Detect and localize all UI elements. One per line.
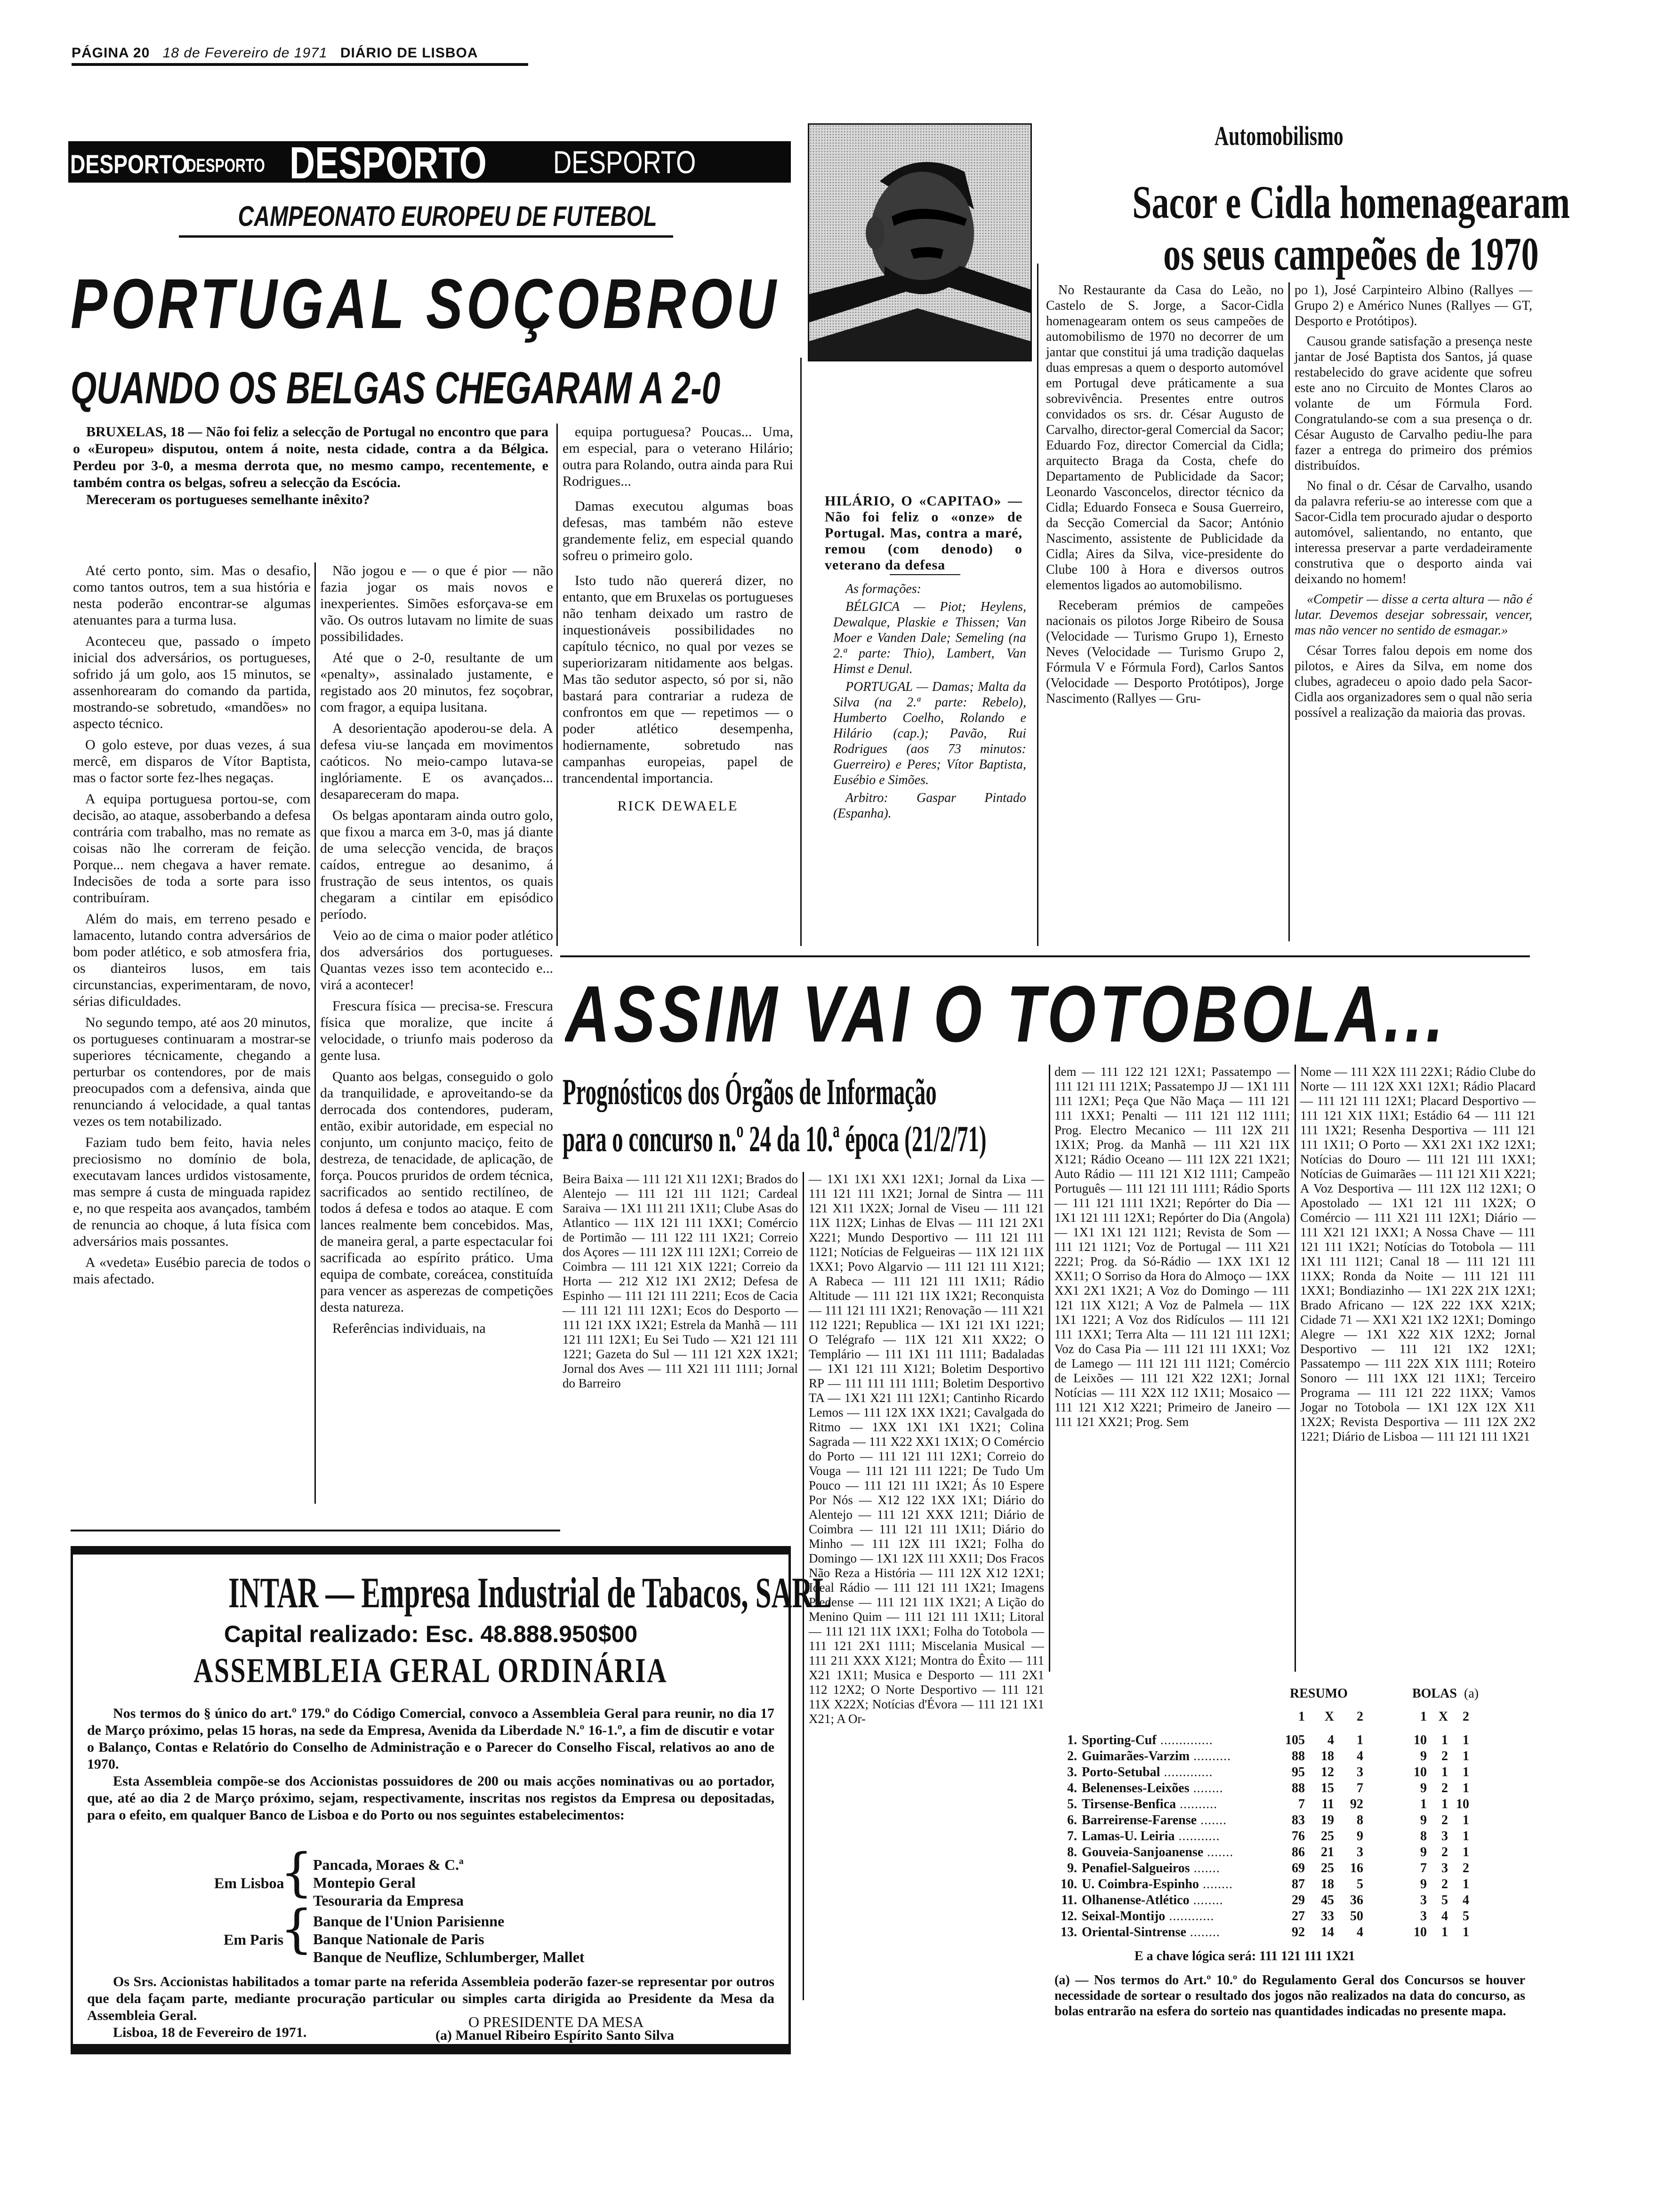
leader-dots: ........	[1189, 1781, 1223, 1795]
forecast-count: 25	[1321, 1829, 1334, 1843]
match-number: 11.	[1061, 1893, 1077, 1907]
photo-caption: HILÁRIO, O «CAPITAO» — Não foi feliz o «onze» de Portugal. Mas, contra a maré, remou (com denodo) o veterano da defesa	[825, 493, 1022, 573]
forecast-count: 14	[1321, 1925, 1334, 1940]
ball-count: 1	[1463, 1781, 1469, 1795]
forecast-count: 4	[1357, 1749, 1363, 1763]
forecast-count: 9	[1357, 1829, 1363, 1843]
column-divider	[800, 358, 802, 946]
ball-count: 2	[1441, 1813, 1448, 1827]
column-divider	[556, 424, 558, 946]
lineup-belgium: BÉLGICA — Piot; Heylens, Dewalque, Plaskie e Thissen; Van Moer e Vanden Dale; Semeling (na 2.ª parte: Thio), Lambert, Van Himst e Denul.	[833, 600, 1026, 676]
summary-grid	[1054, 1709, 1469, 1940]
match-cell	[1054, 1812, 1276, 1828]
paragraph: Receberam prémios de campeões nacionais os pilotos Jorge Ribeiro de Sousa (Velocidade — Turismo Grupo 1), Ernesto Neves (Velocidade — Turismo Grupo 2, Fórmula V e Fórmula Ford), Carlos Santos (Velocidade — Desporto Protótipos), Jorge Nascimento (Rallyes — Gru-	[1046, 598, 1284, 706]
column-divider	[1037, 264, 1038, 946]
ball-count: 1	[1463, 1845, 1469, 1859]
forecast-count: 8	[1357, 1813, 1363, 1827]
paragraph: Isto tudo não quererá dizer, no entanto, que em Bruxelas os portugueses não tenham deixado um rastro de inquestionáveis possibilidades no capítulo técnico, no qual por vezes se superiorizaram nitidamente aos belgas. Mas tão sedutor aspecto, só por si, não bastará para contrariar a rudeza de confrontos em que — repetimos — o poder atlético desempenha, hodiernamente, sobretudo nas campanhas europeias, papel de trancendental importancia.	[563, 573, 793, 786]
ball-count: 10	[1414, 1765, 1427, 1779]
leader-dots: .............	[1160, 1765, 1213, 1779]
forecast-count: 86	[1292, 1845, 1305, 1859]
paragraph: Quanto aos belgas, conseguido o golo da tranquilidade, e aproveitando-se da derrocada dos contendores, puderam, então, exibir autoridade, em especial no conjunto, um conjunto maciço, feito de destreza, de tenacidade, de aplicação, de força. Poucos pruridos de ordem técnica, sacrificados ao sentido rectilíneo, de todos á defesa e todos ao ataque. E com lances realmente bem concebidos. Mas, de maneira geral, a parte espectacular foi sacrificada ao espírito prático. Uma equipa de combate, coreácea, constituída para vencer as asperezas de competições desta natureza.	[320, 1069, 553, 1315]
match-name: Sporting-Cuf	[1082, 1733, 1157, 1747]
section-divider	[71, 1530, 560, 1531]
paragraph: Os belgas apontaram ainda outro golo, que fixou a marca em 3-0, mas já diante de uma selecção vencida, de braços caídos, entregue ao desanimo, á frustração de seus intentos, os quais chegaram a cintilar em episódico período.	[320, 808, 553, 922]
spacer	[1363, 1924, 1406, 1940]
subheadline-line	[563, 1068, 1043, 1115]
match-cell	[1054, 1748, 1276, 1764]
team-lineups	[833, 581, 1026, 824]
match-name: Lamas-U. Leiria	[1082, 1829, 1175, 1843]
leader-dots: ..........	[1190, 1749, 1231, 1763]
match-cell	[1054, 1780, 1276, 1796]
ball-count: 10	[1414, 1733, 1427, 1747]
forecast-count: 18	[1321, 1877, 1334, 1891]
forecast-count: 25	[1321, 1861, 1334, 1875]
summary-row	[1054, 1764, 1469, 1780]
ball-count: 5	[1441, 1893, 1448, 1907]
lineups-title: As formações:	[845, 582, 921, 596]
forecast-count: 69	[1292, 1861, 1305, 1875]
article-headline	[71, 264, 791, 348]
leader-dots: ..............	[1156, 1733, 1213, 1747]
ball-count: 9	[1420, 1813, 1427, 1827]
match-number: 8.	[1067, 1845, 1077, 1859]
match-cell	[1054, 1764, 1276, 1780]
ad-city-label: Em Paris	[224, 1931, 284, 1948]
forecast-count: 4	[1327, 1733, 1334, 1747]
forecast-count: 27	[1292, 1909, 1305, 1923]
match-cell	[1054, 1796, 1276, 1812]
paragraph: No segundo tempo, até aos 20 minutos, os portugueses continuaram a mostrar-se superiores técnicamente, chegando a perturbar os contendores, por de mais preocupados com a defensiva, ainda que renunciando á velocidade, a qual tantas vezes os tem notabilizado.	[73, 1015, 311, 1129]
paragraph: Damas executou algumas boas defesas, mas também não esteve grandemente feliz, em especial quando sofreu o primeiro golo.	[563, 498, 793, 563]
ball-count: 1	[1463, 1765, 1469, 1779]
article-column-3	[563, 424, 793, 814]
paragraph: po 1), José Carpinteiro Albino (Rallyes — Grupo 2) e Américo Nunes (Rallyes — GT, Desporto e Protótipos).	[1295, 283, 1532, 329]
ad-heading	[73, 1651, 788, 1691]
forecast-column-2: — 1X1 1X1 XX1 12X1; Jornal da Lixa — 111 121 111 1X21; Jornal de Sintra — 111 121 X11 1X2X; Jornal de Viseu — 111 121 11X 112X; Linhas de Elvas — 111 121 2X1 X221; Mundo Desportivo — 111 121 111 1121; Notícias de Felgueiras — 11X 121 11X 1XX1; Povo Algarvio — 111 121 111 X121; A Rabeca — 111 121 111 1X11; Rádio Altitude — 111 121 11X 1X21; Reconquista — 111 121 111 1X21; Renovação — 111 X21 112 1221; Republica — 1X1 121 1X1 1221; O Telégrafo — 11X 121 X11 XX22; O Templário — 111 1X1 111 1111; Badaladas — 1X1 121 111 X121; Boletim Desportivo RP — 111 111 111 1111; Boletim Desportivo TA — 1X1 X21 111 12X1; Cantinho Ricardo Lemos — 111 12X 1XX 1X21; Cavalgada do Ritmo — 1XX 1X1 1X1 1X21; Colina Sagrada — 111 X22 XX1 1X1X; O Comércio do Porto — 111 121 111 12X1; Correio do Vouga — 111 121 111 1221; De Tudo Um Pouco — 111 121 111 1X21; Ás 10 Espere Por Nós — X12 122 1XX 1X1; Diário do Alentejo — 111 121 XXX 1211; Diário de Coimbra — 111 121 111 1X11; Diário do Minho — 111 12X 111 1X21; Folha do Domingo — 1X1 12X 111 XX11; Dos Fracos Não Reza a História — 111 12X X12 12X1; Ideal Rádio — 111 121 111 1X21; Imagens Piedense — 111 121 11X 1X21; A Lição do Menino Quim — 111 121 111 1X11; Litoral — 111 121 11X 1XX1; Folha do Totobola — 111 121 2X1 1111; Miscelania Musical — 111 211 XXX X121; Montra do Êxito — 111 X21 1X11; Musica e Desporto — 111 2X1 112 12X2; O Norte Desportivo — 111 121 11X X22X; Notícias d'Évora — 111 121 1X1 X21; A Or-	[809, 1172, 1044, 1726]
ad-body	[87, 1705, 774, 1824]
ball-count: 3	[1420, 1893, 1427, 1907]
forecast-count: 4	[1357, 1925, 1363, 1940]
forecast-count: 18	[1321, 1749, 1334, 1763]
spacer	[1363, 1860, 1406, 1876]
match-name: Oriental-Sintrense	[1082, 1925, 1186, 1940]
paragraph: Até que o 2-0, resultante de um «penalty», assinalado justamente, e registado aos 20 minutos, fez soçobrar, com fragor, a equipa lusitana.	[320, 650, 553, 715]
match-number: 10.	[1061, 1877, 1077, 1891]
bank-name: Pancada, Moraes & C.ª	[313, 1856, 464, 1873]
match-cell	[1054, 1892, 1276, 1908]
match-number: 9.	[1067, 1861, 1077, 1875]
leader-dots: ........	[1186, 1925, 1220, 1940]
newspaper-name: DIÁRIO DE LISBOA	[340, 45, 478, 61]
ad-company-name-text: INTAR — Empresa Industrial de Tabacos, SARL	[228, 1569, 832, 1617]
ad-paragraph: Nos termos do § único do art.º 179.º do Código Comercial, convoco a Assembleia Geral para reunir, no dia 17 de Março próximo, pelas 15 horas, na sede da Empresa, Avenida da Liberdade N.º 16-1.º, a fim de discutir e votar o Balanço, Contas e Relatório do Conselho de Administração e o Parecer do Conselho Fiscal, relativos ao ano de 1970.	[87, 1706, 774, 1772]
summary-row	[1054, 1828, 1469, 1844]
leader-dots: ............	[1165, 1909, 1215, 1923]
forecast-count: 15	[1321, 1781, 1334, 1795]
auto-headline-text: os seus campeões de 1970	[1163, 228, 1539, 280]
summary-row	[1054, 1860, 1469, 1876]
article-subheadline	[71, 362, 791, 414]
summary-row	[1054, 1812, 1469, 1828]
forecast-count: 7	[1298, 1797, 1305, 1811]
page-number: PÁGINA 20	[72, 45, 150, 61]
forecast-count: 83	[1292, 1813, 1305, 1827]
balls-note: (a)	[1464, 1686, 1479, 1701]
ball-count: 9	[1420, 1781, 1427, 1795]
match-number: 1.	[1067, 1733, 1077, 1747]
article-column-1	[73, 562, 311, 1292]
article-kicker	[179, 200, 673, 238]
match-number: 7.	[1067, 1829, 1077, 1843]
match-name: Guimarães-Varzim	[1082, 1749, 1190, 1763]
paragraph: A «vedeta» Eusébio parecia de todos o mais afectado.	[73, 1255, 311, 1287]
forecast-count: 76	[1292, 1829, 1305, 1843]
ad-company-name	[73, 1568, 832, 1618]
ball-count: 3	[1441, 1829, 1448, 1843]
match-name: Barreirense-Farense	[1082, 1813, 1197, 1827]
match-cell	[1054, 1732, 1276, 1748]
summary-row	[1054, 1892, 1469, 1908]
summary-row	[1054, 1732, 1469, 1748]
auto-headline-text: Sacor e Cidla homenagearam	[1132, 176, 1570, 228]
page-date: 18 de Fevereiro de 1971	[162, 45, 328, 61]
forecast-count: 11	[1321, 1797, 1334, 1811]
totobola-headline-text: ASSIM VAI O TOTOBOLA...	[565, 970, 1447, 1059]
paragraph: Causou grande satisfação a presença neste jantar de José Baptista dos Santos, já quase restabelecido do grave acidente que sofreu este ano no Circuito de Montes Claros ao volante de um Fórmula Ford. Congratulando-se com a sua presença o dr. César Augusto de Carvalho pediu-lhe para fazer a entrega do primeiro dos prémios distribuídos.	[1295, 334, 1532, 473]
match-name: Penafiel-Salgueiros	[1082, 1861, 1190, 1875]
ad-signature: (a) Manuel Ribeiro Espírito Santo Silva	[435, 2028, 674, 2043]
spacer	[1363, 1908, 1406, 1924]
balls-title: BOLAS	[1412, 1686, 1457, 1701]
ball-count: 1	[1441, 1797, 1448, 1811]
forecast-count: 33	[1321, 1909, 1334, 1923]
forecast-count: 29	[1292, 1893, 1305, 1907]
subheadline-line	[563, 1115, 1043, 1162]
match-number: 5.	[1067, 1797, 1077, 1811]
leader-dots: ...........	[1174, 1829, 1220, 1843]
kicker-text: CAMPEONATO EUROPEU DE FUTEBOL	[238, 200, 657, 232]
match-name: Porto-Setubal	[1082, 1765, 1160, 1779]
ad-heading-text: ASSEMBLEIA GERAL ORDINÁRIA	[193, 1651, 668, 1690]
col-header: 1	[1298, 1709, 1305, 1724]
column-divider	[1295, 1065, 1296, 1672]
balls-footnote: (a) — Nos termos do Art.º 10.º do Regulamento Geral dos Concursos se houver necessidade de sortear o resultado dos jogos não realizados na data do concurso, as bolas entrarão na esfera do sorteio nas quantidades indicadas no presente mapa.	[1054, 1973, 1525, 2019]
ball-count: 3	[1441, 1861, 1448, 1875]
spacer	[1363, 1844, 1406, 1860]
match-number: 6.	[1067, 1813, 1077, 1827]
spacer	[1363, 1876, 1406, 1892]
banner-word: DESPORTO	[186, 155, 265, 176]
summary-title: RESUMO	[1290, 1686, 1348, 1701]
totobola-subheadline	[563, 1068, 1043, 1162]
match-cell	[1054, 1876, 1276, 1892]
col-header: 2	[1357, 1709, 1363, 1724]
match-number: 13.	[1061, 1925, 1077, 1940]
halftone-portrait-image	[809, 125, 1030, 360]
auto-headline-line	[1047, 228, 1655, 280]
ball-count: 8	[1420, 1829, 1427, 1843]
ball-count: 1	[1463, 1813, 1469, 1827]
forecast-count: 95	[1292, 1765, 1305, 1779]
subheadline-text: QUANDO OS BELGAS CHEGARAM A 2-0	[71, 363, 721, 413]
column-divider	[314, 562, 316, 1504]
ball-count: 1	[1463, 1829, 1469, 1843]
page-header	[72, 45, 528, 66]
banner-word: DESPORTO	[553, 144, 696, 180]
article-lead	[73, 424, 548, 508]
article-column-2	[320, 562, 553, 1341]
ad-paragraph: Os Srs. Accionistas habilitados a tomar parte na referida Assembleia poderão fazer-se representar por outros que dela façam parte, mediante procuração particular ou simples carta dirigida ao Presidente da Mesa da Assembleia Geral.	[87, 1974, 774, 2023]
ball-count: 10	[1456, 1797, 1469, 1811]
banner-word: DESPORTO	[70, 149, 188, 179]
paragraph: A equipa portuguesa portou-se, com decisão, ao ataque, assoberbando a defesa contrária com trabalho, mas no remate as coisas não lhe correram de feição. Porque... nem chegava a haver remate. Indecisões de toda a sorte para isso contribuíram.	[73, 791, 311, 906]
match-cell	[1054, 1924, 1276, 1940]
leader-dots: .......	[1203, 1845, 1234, 1859]
ball-count: 1	[1441, 1733, 1448, 1747]
ad-bank-list-paris	[313, 1912, 585, 1966]
summary-row	[1054, 1924, 1469, 1940]
spacer	[1363, 1796, 1406, 1812]
caption-divider	[890, 574, 960, 575]
col-header: 1	[1420, 1709, 1427, 1724]
paragraph: No final o dr. César de Carvalho, usando da palavra referiu-se ao interesse com que a Sacor-Cidla tem procurado ajudar o desporto automóvel, salientando, no entanto, que interessa preservar a parte verdadeiramente construtiva que o desporto ainda vai deixando no homem!	[1295, 479, 1532, 586]
spacer	[1363, 1828, 1406, 1844]
forecast-count: 88	[1292, 1749, 1305, 1763]
paragraph: Não jogou e — o que é pior — não fazia jogar os mais novos e inexperientes. Simões esforçava-se em vão. Os outros lutavam no limite de suas possibilidades.	[320, 563, 553, 644]
summary-row	[1054, 1876, 1469, 1892]
ad-capital: Capital realizado: Esc. 48.888.950$00	[224, 1621, 638, 1647]
forecast-count: 21	[1321, 1845, 1334, 1859]
forecast-count: 3	[1357, 1765, 1363, 1779]
paragraph: Além do mais, em terreno pesado e lamacento, lutando contra adversários de bom poder atlético, e sob atmosfera fria, os dianteiros lusos, em tais circunstancias, experimentaram, de novo, sérias dificuldades.	[73, 911, 311, 1009]
bank-name: Banque Nationale de Paris	[313, 1931, 484, 1948]
spacer	[1363, 1748, 1406, 1764]
paragraph: O golo esteve, por duas vezes, á sua mercê, em disparos de Vítor Baptista, mas o factor sorte fez-lhes negaças.	[73, 737, 311, 785]
forecast-count: 50	[1350, 1909, 1363, 1923]
spacer	[1363, 1780, 1406, 1796]
ad-president-title: O PRESIDENTE DA MESA	[468, 2013, 644, 2030]
auto-headline-line	[1047, 176, 1655, 228]
bank-name: Banque de l'Union Parisienne	[313, 1913, 505, 1930]
player-photo	[808, 123, 1032, 361]
match-cell	[1054, 1844, 1276, 1860]
forecast-count: 5	[1357, 1877, 1363, 1891]
summary-table	[1054, 1683, 1652, 2019]
bank-name: Banque de Neuflize, Schlumberger, Mallet	[313, 1948, 585, 1965]
lead-question: Mereceram os portugueses semelhante inêxito?	[86, 492, 370, 507]
paragraph: No Restaurante da Casa do Leão, no Castelo de S. Jorge, a Sacor-Cidla homenagearam ontem os seus campeões de automobilismo de 1970 no decorrer de um jantar que constitui já uma tradição daquelas duas empresas a quem o desporto automóvel em Portugal deve práticamente a sua sobrevivência. Presentes entre outros convidados os srs. dr. César Augusto de Carvalho, director-geral Comercial da Sacor; Eduardo Foz, director Comercial da Cidla; arquitecto Braga da Costa, chefe do Departamento de Publicidade da Sacor; Leonardo Vasconcelos, director técnico da Cidla; Eduardo Fonseca e Sousa Guerreiro, da Secção Comercial da Sacor; António Nascimento, assistente de Publicidade da Cidla; Aires da Silva, vice-presidente do Clube 100 à Hora e diversos outros elementos ligados ao automobilismo.	[1046, 283, 1284, 593]
lineup-portugal: PORTUGAL — Damas; Malta da Silva (na 2.ª parte: Rebelo), Humberto Coelho, Rolando e Hilário (cap.); Pavão, Rui Rodrigues (aos 73 minutos: Guerreiro) e Peres; Vítor Baptista, Eusébio e Simões.	[833, 680, 1026, 787]
byline: RICK DEWAELE	[617, 798, 739, 814]
summary-header-row	[1054, 1709, 1469, 1725]
match-cell	[1054, 1860, 1276, 1876]
intar-advertisement	[71, 1546, 832, 2054]
ball-count: 4	[1463, 1893, 1469, 1907]
ball-count: 1	[1420, 1797, 1427, 1811]
match-name: Belenenses-Leixões	[1082, 1781, 1190, 1795]
section-banner	[68, 141, 791, 183]
ball-count: 2	[1463, 1861, 1469, 1875]
forecast-column-4: Nome — 111 X2X 111 22X1; Rádio Clube do Norte — 111 12X XX1 12X1; Rádio Placard — 111 121 111 12X1; Placard Desportivo — 111 121 X1X 11X1; Estádio 64 — 111 121 111 1X21; Resenha Desportiva — 111 121 111 1X11; O Porto — XX1 2X1 1X2 12X1; Notícias do Douro — 111 121 111 1XX1; Notícias de Guimarães — 111 121 X11 X221; A Voz Desportiva — 111 12X 112 12X1; O Apostolado — 1X1 121 111 1X2X; O Comércio — 111 X21 111 12X1; Diário — 111 X21 121 1XX1; A Nossa Chave — 111 121 111 1X21; Notícias do Totobola — 111 1X1 111 1121; Canal 18 — 111 121 111 11XX; Ronda da Noite — 111 121 111 1XX1; Bondiazinho — 1X1 22X 21X 12X1; Brado Africano — 12X 222 1XX X21X; Cidade 71 — XX1 X21 1X2 12X1; Domingo Alegre — 1X1 X22 X1X 12X2; Jornal Desportivo — 111 121 1X2 12X1; Passatempo — 111 22X X1X 1111; Roteiro Sonoro — 111 1XX 121 11X1; Terceiro Programa — 111 121 222 11XX; Vamos Jogar no Totobola — 1X1 12X 12X X11 1X2X; Revista Desportiva — 111 12X 2X2 1221; Diário de Lisboa — 111 121 111 1X21	[1300, 1065, 1536, 1443]
col-header: X	[1438, 1709, 1448, 1724]
paragraph: César Torres falou depois em nome dos pilotos, e Aires da Silva, em nome dos clubes, agradeceu o apoio dado pela Sacor-Cidla aos organizadores sem o qual não seria possível a realização da maioria das provas.	[1295, 643, 1532, 720]
summary-row	[1054, 1908, 1469, 1924]
logical-key: E a chave lógica será: 111 121 111 1X21	[1134, 1949, 1355, 1964]
match-number: 4.	[1067, 1781, 1077, 1795]
bank-name: Tesouraria da Empresa	[313, 1892, 464, 1909]
forecast-count: 105	[1285, 1733, 1305, 1747]
referee: Arbitro: Gaspar Pintado (Espanha).	[833, 791, 1026, 821]
ad-city-label: Em Lisboa	[214, 1875, 284, 1891]
paragraph: Até certo ponto, sim. Mas o desafio, como tantos outros, tem a sua história e nesta poderão encontrar-se algumas atenuantes para a turma lusa.	[73, 563, 311, 628]
lead-paragraph: BRUXELAS, 18 — Não foi feliz a selecção de Portugal no encontro que para o «Europeu» disputou, ontem á noite, nesta cidade, contra a da Bélgica. Perdeu por 3-0, a mesma derrota que, no mesmo campo, recentemente, e também contra os belgas, sofreu a selecção da Escócia.	[73, 424, 548, 490]
auto-kicker	[1215, 120, 1393, 152]
forecast-count: 19	[1321, 1813, 1334, 1827]
paragraph: «Competir — disse a certa altura — não é lutar. Devemos desejar sobressair, vencer, mas não vencer no sentido de esmagar.»	[1295, 592, 1532, 638]
match-cell	[1054, 1908, 1276, 1924]
match-name: Gouveia-Sanjoanense	[1082, 1845, 1204, 1859]
summary-row	[1054, 1796, 1469, 1812]
brace-icon: {	[280, 1842, 313, 1902]
leader-dots: ........	[1189, 1893, 1223, 1907]
ball-count: 5	[1463, 1909, 1469, 1923]
spacer	[1363, 1892, 1406, 1908]
ball-count: 1	[1463, 1733, 1469, 1747]
column-divider	[1288, 282, 1290, 941]
auto-column-2	[1295, 282, 1532, 725]
ad-date: Lisboa, 18 de Fevereiro de 1971.	[113, 2025, 307, 2040]
subheadline-text: Prognósticos dos Órgãos de Informação	[563, 1071, 937, 1112]
paragraph: Referências individuais, na	[332, 1321, 486, 1336]
ball-count: 2	[1441, 1749, 1448, 1763]
leader-dots: ........	[1199, 1877, 1233, 1891]
headline-text: PORTUGAL SOÇOBROU	[71, 264, 780, 343]
auto-column-1	[1046, 282, 1284, 711]
paragraph: Aconteceu que, passado o ímpeto inicial dos adversários, os portugueses, sofrido já um golo, aos 15 minutos, se assenhorearam do comando da partida, mostrando-se sobretudo, «mandões» no aspecto técnico.	[73, 633, 311, 731]
match-name: Seixal-Montijo	[1082, 1909, 1166, 1923]
ball-count: 7	[1420, 1861, 1427, 1875]
paragraph: equipa portuguesa? Poucas... Uma, em especial, para o veterano Hilário; outra para Rolando, outra ainda para Rui Rodrigues...	[563, 424, 793, 489]
ball-count: 1	[1463, 1925, 1469, 1940]
forecast-count: 3	[1357, 1845, 1363, 1859]
brace-icon: {	[280, 1899, 313, 1959]
section-divider	[560, 955, 1530, 957]
paragraph: Frescura física — precisa-se. Frescura física que moralize, que incite á velocidade, o triunfo mais poderoso da gente lusa.	[320, 998, 553, 1063]
leader-dots: ..........	[1176, 1797, 1218, 1811]
forecast-count: 1	[1357, 1733, 1363, 1747]
forecast-column-1: Beira Baixa — 111 121 X11 12X1; Brados do Alentejo — 111 121 111 1121; Cardeal Saraiva — 1X1 111 211 1X11; Clube Asas do Atlantico — 11X 121 111 1XX1; Comércio de Portimão — 111 122 111 1X21; Correio dos Açores — 111 12X 111 12X1; Correio de Coimbra — 111 121 X1X 1221; Correio da Horta — 212 X12 1X1 2X12; Defesa de Espinho — 111 121 111 2211; Ecos de Cacia — 111 121 111 12X1; Ecos do Desporto — 111 121 1XX 1X21; Estrela da Manhã — 111 121 111 12X1; Eu Sei Tudo — X21 121 111 1221; Gazeta do Sul — 111 121 X2X 1X21; Jornal dos Aves — 111 X21 111 1111; Jornal do Barreiro	[563, 1172, 798, 1390]
ball-count: 4	[1441, 1909, 1448, 1923]
forecast-count: 92	[1350, 1797, 1363, 1811]
paragraph: Faziam tudo bem feito, havia neles preciosismo no domínio de bola, executavam lances urdidos vistosamente, mas sempre á custa de minguada rapidez e, no que respeita aos avançados, também de renuncia ao choque, á luta física com adversários mais possantes.	[73, 1135, 311, 1249]
ball-count: 1	[1463, 1877, 1469, 1891]
banner-word: DESPORTO	[290, 141, 487, 183]
col-header: X	[1324, 1709, 1334, 1724]
match-number: 2.	[1067, 1749, 1077, 1763]
spacer	[1363, 1732, 1406, 1748]
forecast-count: 92	[1292, 1925, 1305, 1940]
summary-row	[1054, 1748, 1469, 1764]
leader-dots: .......	[1190, 1861, 1220, 1875]
ball-count: 9	[1420, 1749, 1427, 1763]
ball-count: 2	[1441, 1845, 1448, 1859]
col-header: 2	[1463, 1709, 1469, 1724]
ball-count: 9	[1420, 1877, 1427, 1891]
forecast-column-3: dem — 111 122 121 12X1; Passatempo — 111 121 111 121X; Passatempo JJ — 1X1 111 111 12X1; Peça Que Não Maça — 111 121 111 1XX1; Penalti — 111 121 112 1111; Prog. Electro Mecanico — 111 12X 211 1X1X; Prog. da Manhã — 111 X21 11X X121; Rádio Oceano — 111 12X 221 1X21; Auto Rádio — 111 121 X12 1111; Campeão Português — 111 121 111 1111; Rádio Sports — 111 121 1111 1X21; Repórter do Dia — 1X1 121 111 12X1; Repórter do Dia (Angola) — 1X1 1X1 121 1121; Revista de Som — 111 121 1121; Voz de Portugal — 111 X21 2221; Prog. da Só-Rádio — 1XX 1X1 12 XX11; O Sorriso da Hora do Almoço — 1XX XX1 2X1 1X21; A Voz do Domingo — 111 121 11X X121; A Voz de Palmela — 11X 1X1 1221; A Voz dos Ridículos — 111 121 111 1XX1; Terra Alta — 111 121 111 12X1; Voz do Casa Pia — 111 121 111 1XX1; Voz de Lamego — 111 121 111 1121; Comércio de Leixões — 111 121 X22 12X1; Jornal Notícias — 111 X2X 112 1X11; Mosaico — 111 121 X12 X221; Primeiro de Janeiro — 111 121 XX21; Prog. Sem	[1054, 1065, 1290, 1429]
forecast-count: 36	[1350, 1893, 1363, 1907]
paragraph: Veio ao de cima o maior poder atlético dos adversários dos portugueses. Quantas vezes isso tem acontecido e... virá a acontecer!	[320, 928, 553, 993]
auto-headline	[1047, 176, 1655, 280]
totobola-headline	[565, 970, 1530, 1059]
column-divider	[1049, 1065, 1050, 1672]
forecast-count: 87	[1292, 1877, 1305, 1891]
summary-row	[1054, 1844, 1469, 1860]
paragraph: A desorientação apoderou-se dela. A defesa viu-se lançada em movimentos caóticos. No meio-campo lutava-se inglóriamente. E os avançados... desapareceram do mapa.	[320, 721, 553, 802]
spacer	[1363, 1812, 1406, 1828]
forecast-count: 12	[1321, 1765, 1334, 1779]
match-number: 3.	[1067, 1765, 1077, 1779]
ball-count: 2	[1441, 1877, 1448, 1891]
ball-count: 1	[1463, 1749, 1469, 1763]
spacer	[1363, 1764, 1406, 1780]
match-name: U. Coimbra-Espinho	[1082, 1877, 1199, 1891]
leader-dots: .......	[1197, 1813, 1227, 1827]
summary-row	[1054, 1780, 1469, 1796]
ball-count: 2	[1441, 1781, 1448, 1795]
bank-name: Montepio Geral	[313, 1874, 416, 1891]
forecast-count: 7	[1357, 1781, 1363, 1795]
match-cell	[1054, 1828, 1276, 1844]
ball-count: 9	[1420, 1845, 1427, 1859]
forecast-count: 88	[1292, 1781, 1305, 1795]
ad-paragraph: Esta Assembleia compõe-se dos Accionistas possuidores de 200 ou mais acções nominativas ou ao portador, que, até ao dia 2 de Março próximo, sejam, respectivamente, inscritas nos registos da Empresa ou depositadas, para o efeito, em qualquer Banco de Lisboa e do Porto ou nos seguintes estabelecimentos:	[87, 1773, 774, 1823]
forecast-count: 16	[1350, 1861, 1363, 1875]
match-number: 12.	[1061, 1909, 1077, 1923]
auto-kicker-text: Automobilismo	[1215, 120, 1343, 151]
ball-count: 10	[1414, 1925, 1427, 1940]
ball-count: 3	[1420, 1909, 1427, 1923]
forecast-count: 45	[1321, 1893, 1334, 1907]
ad-bank-list-lisbon	[313, 1856, 464, 1909]
ball-count: 1	[1441, 1765, 1448, 1779]
ball-count: 1	[1441, 1925, 1448, 1940]
match-name: Olhanense-Atlético	[1082, 1893, 1190, 1907]
match-name: Tirsense-Benfica	[1082, 1797, 1176, 1811]
subheadline-text: para o concurso n.º 24 da 10.ª época (21/2/71)	[563, 1118, 987, 1159]
